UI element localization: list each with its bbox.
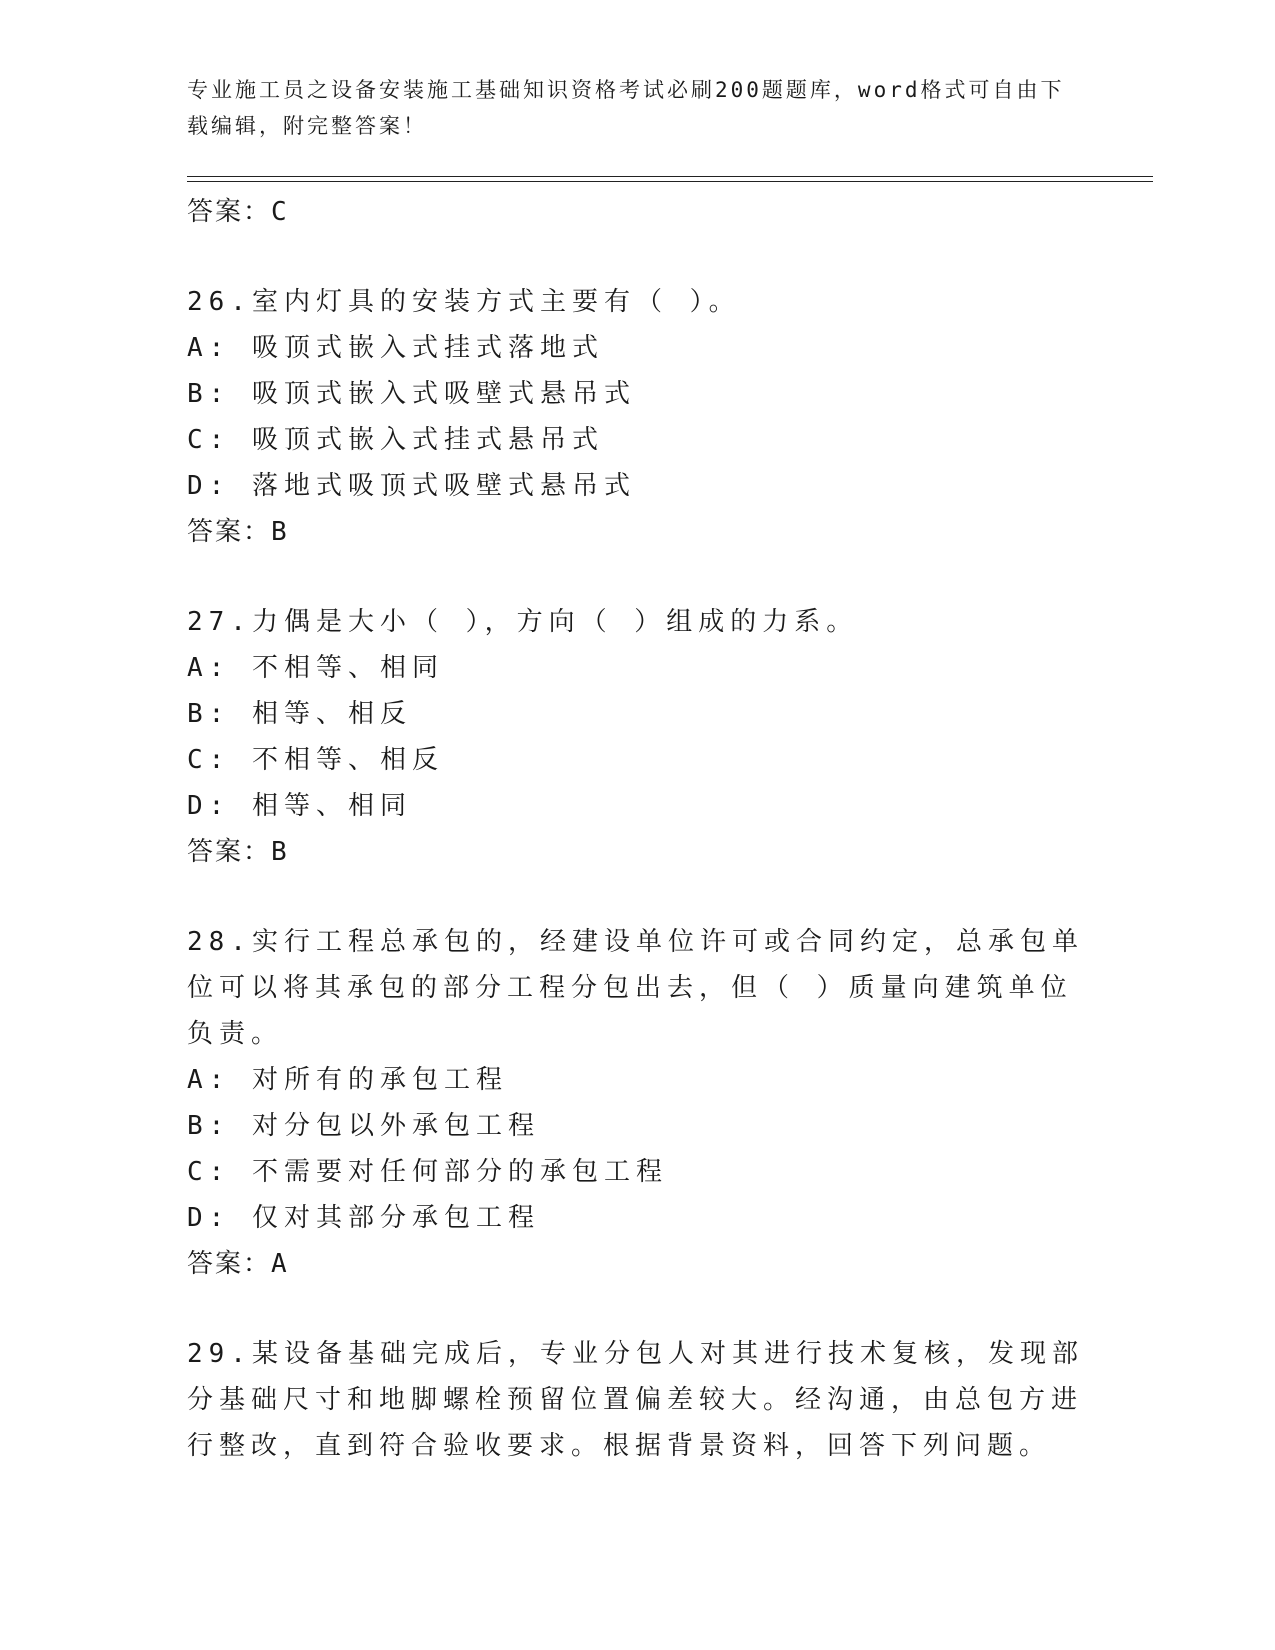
option-d: D: 相等、相同 bbox=[187, 791, 412, 821]
document-body bbox=[187, 189, 1087, 1469]
option-c: C: 吸顶式嵌入式挂式悬吊式 bbox=[187, 425, 604, 455]
option-d: D: 仅对其部分承包工程 bbox=[187, 1203, 540, 1233]
option-b: B: 对分包以外承包工程 bbox=[187, 1111, 540, 1141]
answer-line: 答案：B bbox=[187, 837, 289, 867]
option-a: A: 对所有的承包工程 bbox=[187, 1065, 508, 1095]
option-b: B: 相等、相反 bbox=[187, 699, 412, 729]
answer-line: 答案：C bbox=[187, 197, 289, 227]
question-stem: 28.实行工程总承包的，经建设单位许可或合同约定，总承包单位可以将其承包的部分工程分包出去，但（ ）质量向建筑单位负责。 bbox=[187, 927, 1084, 1049]
question-stem: 26.室内灯具的安装方式主要有（ ）。 bbox=[187, 287, 741, 317]
question-stem: 27.力偶是大小（ ），方向（ ）组成的力系。 bbox=[187, 607, 859, 637]
header-divider-bottom bbox=[187, 181, 1153, 182]
document-header: 专业施工员之设备安装施工基础知识资格考试必刷200题题库，word格式可自由下载编辑，附完整答案！ bbox=[187, 78, 1065, 138]
header-divider-top bbox=[187, 176, 1153, 177]
answer-line: 答案：B bbox=[187, 517, 289, 547]
question-block bbox=[187, 1331, 1087, 1469]
option-a: A: 不相等、相同 bbox=[187, 653, 444, 683]
answer-line: 答案：A bbox=[187, 1249, 289, 1279]
option-a: A: 吸顶式嵌入式挂式落地式 bbox=[187, 333, 604, 363]
question-block bbox=[187, 919, 1087, 1287]
option-b: B: 吸顶式嵌入式吸壁式悬吊式 bbox=[187, 379, 636, 409]
option-d: D: 落地式吸顶式吸壁式悬吊式 bbox=[187, 471, 636, 501]
question-stem: 29.某设备基础完成后，专业分包人对其进行技术复核，发现部分基础尺寸和地脚螺栓预留位置偏差较大。经沟通，由总包方进行整改，直到符合验收要求。根据背景资料，回答下列问题。 bbox=[187, 1339, 1084, 1461]
question-block bbox=[187, 599, 1087, 875]
option-c: C: 不相等、相反 bbox=[187, 745, 444, 775]
question-block bbox=[187, 279, 1087, 555]
option-c: C: 不需要对任何部分的承包工程 bbox=[187, 1157, 668, 1187]
